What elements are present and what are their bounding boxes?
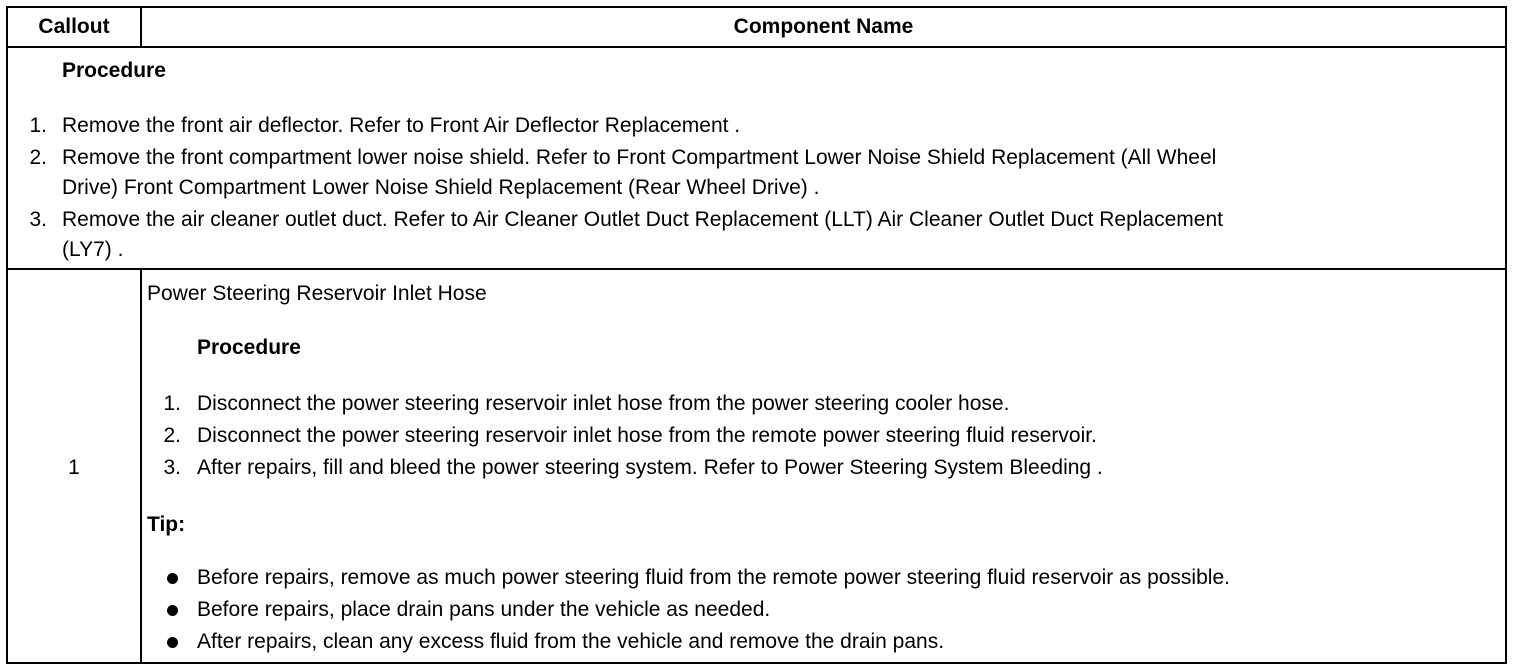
intro-step-1-number: 1.	[29, 114, 47, 137]
row1-step-1-number: 1.	[163, 392, 181, 415]
intro-step-3-text-line1: Remove the air cleaner outlet duct. Refer to Air Cleaner Outlet Duct Replacement (LLT) Air Cleaner Outlet Duct Replacement	[62, 208, 1223, 231]
intro-step-3-text-line2: (LY7) .	[62, 238, 124, 261]
intro-step-2-number: 2.	[29, 146, 47, 169]
row1-column-divider	[140, 268, 142, 664]
intro-step-2-text-line2: Drive) Front Compartment Lower Noise Shield Replacement (Rear Wheel Drive) .	[62, 176, 820, 199]
intro-step-3-number: 3.	[29, 208, 47, 231]
tip-1-text: Before repairs, remove as much power steering fluid from the remote power steering fluid reservoir as possible.	[197, 566, 1230, 589]
row1-step-2-number: 2.	[163, 424, 181, 447]
intro-divider	[6, 268, 1507, 270]
header-divider	[6, 46, 1507, 48]
row1-component-name: Power Steering Reservoir Inlet Hose	[147, 282, 487, 305]
row1-procedure-heading: Procedure	[197, 336, 301, 359]
intro-procedure-heading: Procedure	[62, 59, 166, 82]
row1-tip-heading: Tip:	[147, 513, 186, 536]
component-name-header: Component Name	[733, 15, 914, 38]
tip-2-text: Before repairs, place drain pans under the vehicle as needed.	[197, 598, 771, 621]
tip-3-text: After repairs, clean any excess fluid from the vehicle and remove the drain pans.	[197, 630, 945, 653]
row1-step-1-text: Disconnect the power steering reservoir inlet hose from the power steering cooler hose.	[197, 392, 1010, 415]
tip-2-bullet-icon	[167, 605, 178, 616]
intro-step-1-text: Remove the front air deflector. Refer to Front Air Deflector Replacement .	[62, 114, 741, 137]
tip-3-bullet-icon	[167, 637, 178, 648]
callout-header: Callout	[38, 15, 110, 38]
row1-step-2-text: Disconnect the power steering reservoir inlet hose from the remote power steering fluid reservoir.	[197, 424, 1097, 447]
row1-callout-number: 1	[68, 456, 80, 479]
tip-1-bullet-icon	[167, 573, 178, 584]
row1-step-3-number: 3.	[163, 456, 181, 479]
intro-step-2-text-line1: Remove the front compartment lower noise shield. Refer to Front Compartment Lower Noise Shield Replacement (All Wheel	[62, 146, 1217, 169]
row1-step-3-text: After repairs, fill and bleed the power steering system. Refer to Power Steering System Bleeding .	[197, 456, 1103, 479]
